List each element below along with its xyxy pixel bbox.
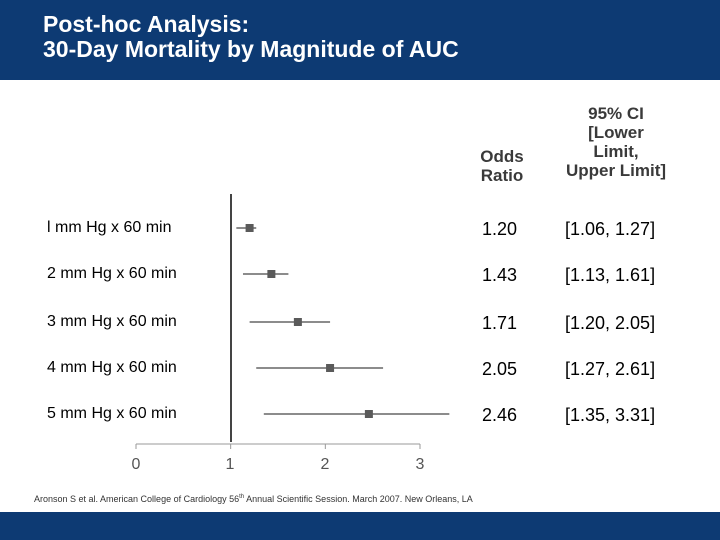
- odds-ratio-value-4: 2.05: [482, 359, 518, 379]
- x-tick-labels: [132, 456, 425, 473]
- odds-ratio-value-2: 1.43: [482, 265, 518, 285]
- ci-value-5: [1.35, 3.31]: [565, 405, 656, 425]
- row-label-5: 5 mm Hg x 60 min: [47, 405, 177, 422]
- ci-header-line-4: Upper Limit]: [565, 161, 667, 180]
- ci-header-line-1: 95% CI: [588, 104, 644, 123]
- odds-ratio-point-5: [365, 410, 373, 418]
- odds-ratio-header-line-2: Ratio: [480, 166, 524, 185]
- title-line-2: 30-Day Mortality by Magnitude of AUC: [43, 36, 459, 62]
- odds-ratio-point-1: [246, 224, 254, 232]
- x-tick-label-3: 3: [415, 456, 425, 473]
- ci-value-2: [1.13, 1.61]: [565, 265, 656, 285]
- row-label-2: 2 mm Hg x 60 min: [47, 265, 177, 282]
- ci-header-line-2: [Lower: [588, 123, 644, 142]
- footnote: [34, 494, 473, 504]
- ci-header-line-3: Limit,: [593, 142, 639, 161]
- x-tick-label-2: 2: [320, 456, 330, 473]
- odds-ratio-point-4: [326, 364, 334, 372]
- ci-value-1: [1.06, 1.27]: [565, 219, 656, 239]
- odds-ratio-header-line-1: Odds: [480, 147, 524, 166]
- footnote-text: Aronson S et al. American College of Cardiology 56: [34, 494, 240, 504]
- x-tick-marks: [136, 444, 420, 449]
- ci-value-3: [1.20, 2.05]: [565, 313, 656, 333]
- row-label-3: 3 mm Hg x 60 min: [47, 313, 177, 330]
- row-label-1: l mm Hg x 60 min: [47, 219, 172, 236]
- row-label-4: 4 mm Hg x 60 min: [47, 359, 177, 376]
- odds-ratio-value-5: 2.46: [482, 405, 518, 425]
- odds-ratio-value-3: 1.71: [482, 313, 518, 333]
- x-tick-label-1: 1: [225, 456, 235, 473]
- ci-value-4: [1.27, 2.61]: [565, 359, 656, 379]
- footnote-rest: Annual Scientific Session. March 2007. New Orleans, LA: [244, 494, 473, 504]
- forest-marks: [236, 224, 449, 418]
- footnote-superscript: th: [239, 494, 245, 500]
- odds-ratio-point-3: [294, 318, 302, 326]
- title-line-1: Post-hoc Analysis:: [43, 11, 250, 37]
- x-tick-label-0: 0: [131, 456, 141, 473]
- odds-ratio-point-2: [267, 270, 275, 278]
- odds-ratio-value-1: 1.20: [482, 219, 518, 239]
- footer-bar: [0, 512, 720, 540]
